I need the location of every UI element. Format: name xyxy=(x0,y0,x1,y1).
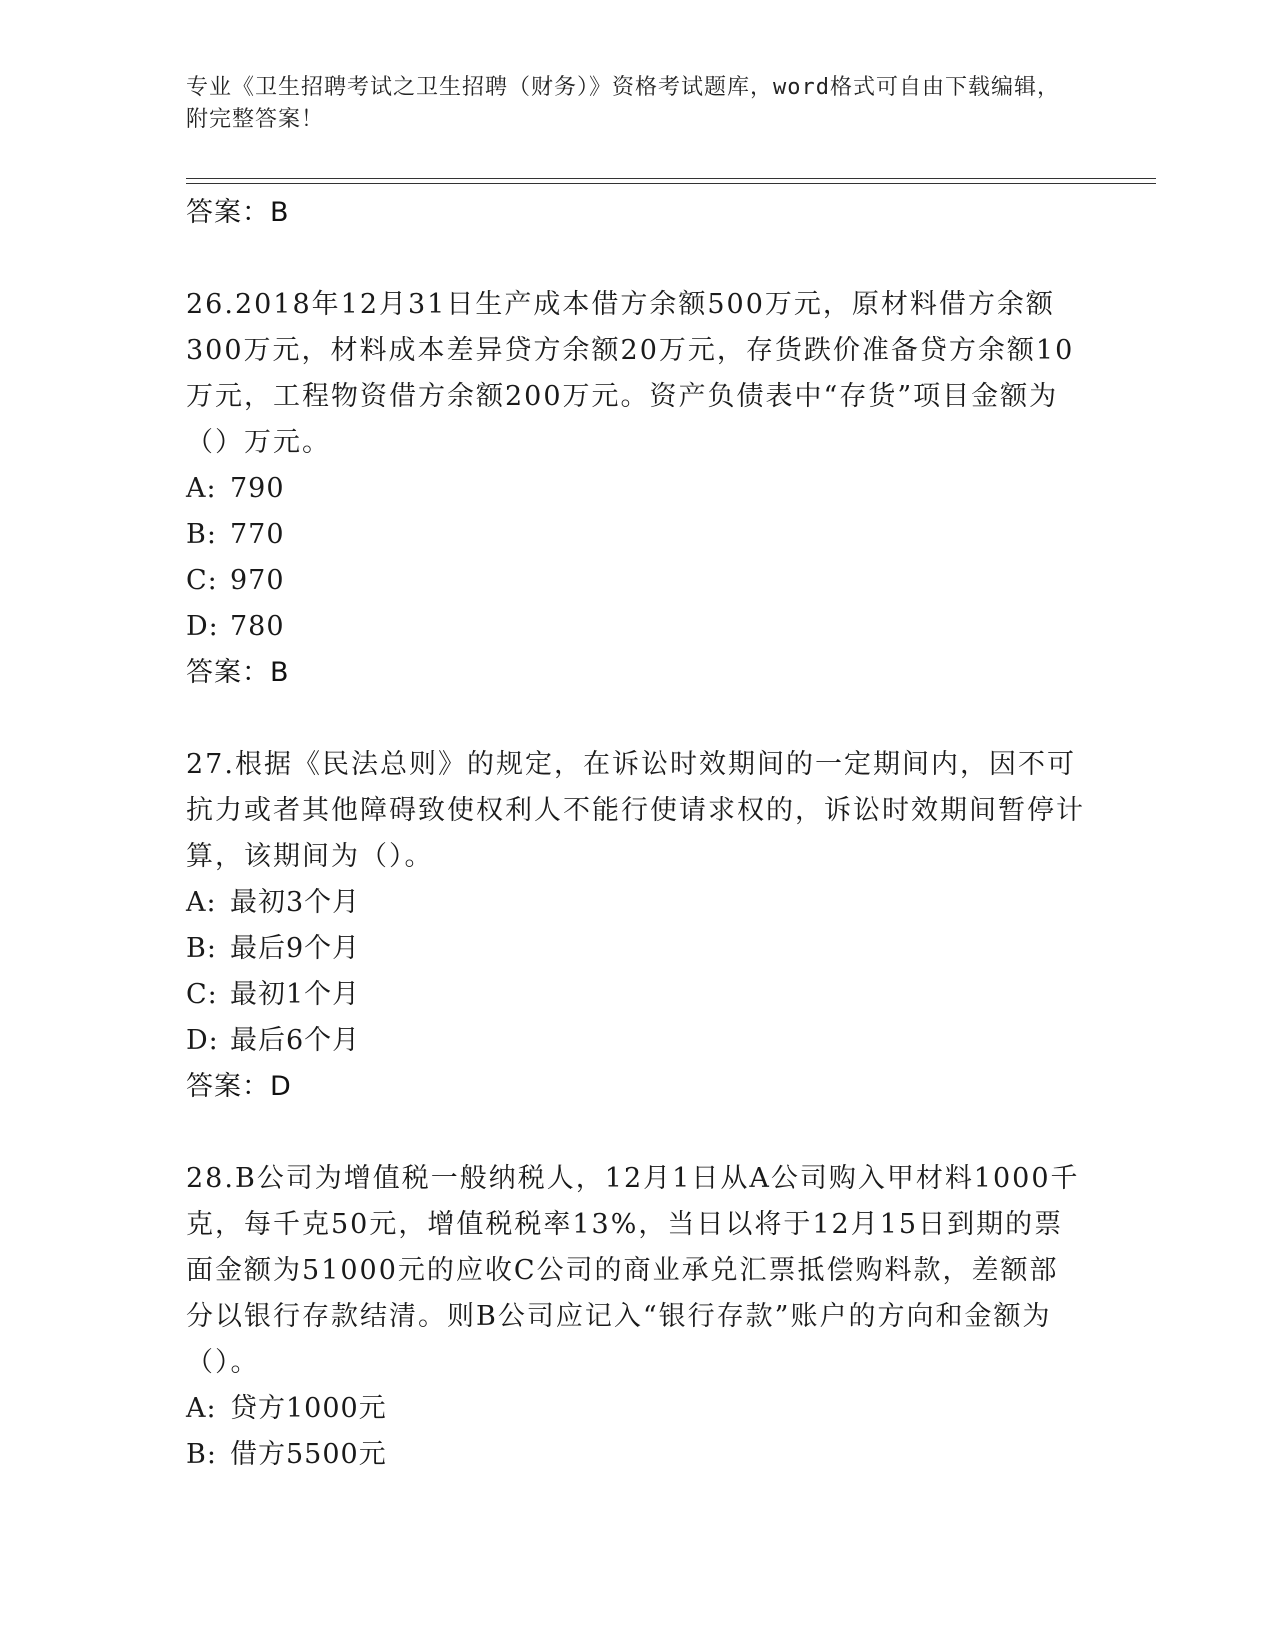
option-d xyxy=(186,1018,1086,1064)
option-letter: A: xyxy=(186,887,217,918)
option-letter: A: xyxy=(186,473,217,504)
option-text: 最初3个月 xyxy=(230,887,361,918)
option-text: 780 xyxy=(230,611,285,642)
option-c xyxy=(186,972,1086,1018)
option-a xyxy=(186,1386,1086,1432)
option-text: 970 xyxy=(230,565,285,596)
option-letter: D: xyxy=(186,1025,219,1056)
option-letter: C: xyxy=(186,979,218,1010)
option-text: 贷方1000元 xyxy=(230,1393,387,1424)
answer-line: 答案：B xyxy=(186,197,290,228)
question-stem: 26.2018年12月31日生产成本借方余额500万元，原材料借方余额300万元，材料成本差异贷方余额20万元，存货跌价准备贷方余额10万元，工程物资借方余额200万元。资产负债表中“存货”项目金额为（）万元。 xyxy=(186,289,1075,458)
option-text: 借方5500元 xyxy=(230,1439,387,1470)
option-letter: D: xyxy=(186,611,219,642)
question-stem: 28.B公司为增值税一般纳税人，12月1日从A公司购入甲材料1000千克，每千克50元，增值税税率13%，当日以将于12月15日到期的票面金额为51000元的应收C公司的商业承兑汇票抵偿购料款，差额部分以银行存款结清。则B公司应记入“银行存款”账户的方向和金额为（）。 xyxy=(186,1163,1080,1378)
option-text: 770 xyxy=(230,519,285,550)
option-letter: B: xyxy=(186,519,217,550)
answer-line: 答案：D xyxy=(186,1071,292,1102)
option-letter: B: xyxy=(186,933,217,964)
answer-line: 答案：B xyxy=(186,657,290,688)
option-b xyxy=(186,1432,1086,1478)
option-text: 最后9个月 xyxy=(230,933,361,964)
question-item xyxy=(186,1156,1086,1478)
option-b xyxy=(186,926,1086,972)
header-divider-bottom xyxy=(186,183,1156,184)
option-b xyxy=(186,512,1086,558)
option-letter: A: xyxy=(186,1393,217,1424)
question-item xyxy=(186,282,1086,696)
option-text: 790 xyxy=(230,473,285,504)
question-stem: 27.根据《民法总则》的规定，在诉讼时效期间的一定期间内，因不可抗力或者其他障碍致使权利人不能行使请求权的，诉讼时效期间暂停计算，该期间为（）。 xyxy=(186,749,1085,872)
header-divider-top xyxy=(186,178,1156,179)
option-c xyxy=(186,558,1086,604)
page-header: 专业《卫生招聘考试之卫生招聘（财务）》资格考试题库，word格式可自由下载编辑，附完整答案！ xyxy=(186,75,1060,132)
option-d xyxy=(186,604,1086,650)
option-text: 最初1个月 xyxy=(230,979,361,1010)
option-a xyxy=(186,466,1086,512)
option-letter: B: xyxy=(186,1439,217,1470)
option-letter: C: xyxy=(186,565,218,596)
option-text: 最后6个月 xyxy=(230,1025,361,1056)
question-list xyxy=(186,190,1086,1478)
option-a xyxy=(186,880,1086,926)
question-item xyxy=(186,742,1086,1110)
